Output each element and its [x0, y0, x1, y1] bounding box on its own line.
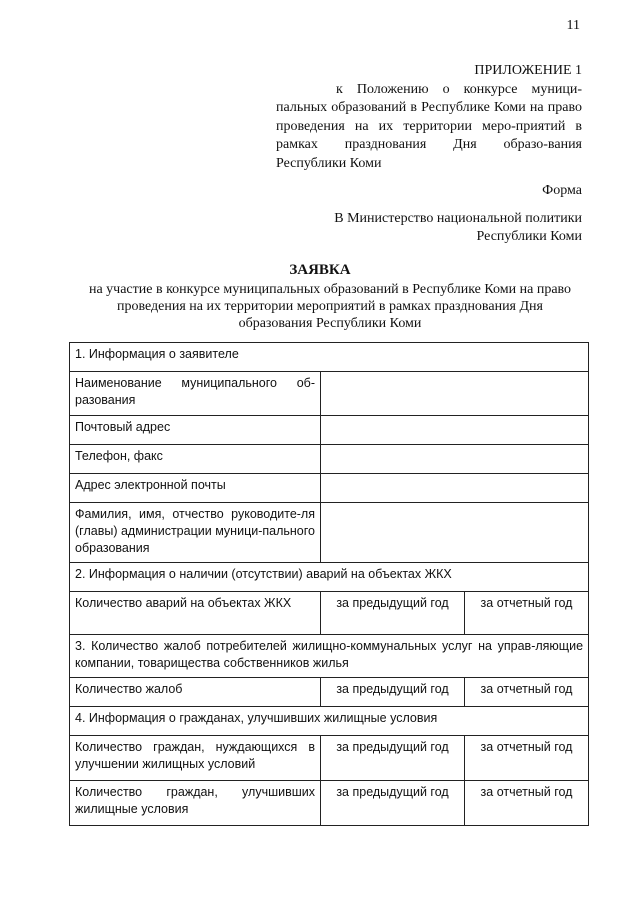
table-row — [70, 343, 589, 372]
appendix-text: к Положению о конкурсе муници-пальных образований в Республике Коми на право проведения на их территории меро-приятий в рамках празднования Дня образо-вания Республики Коми — [276, 81, 582, 171]
field-label-municipality-name: Наименование муниципального об-разования — [70, 372, 321, 416]
field-label-complaints: Количество жалоб — [70, 678, 321, 707]
table-row — [70, 416, 589, 445]
accidents-prev-year[interactable]: за предыдущий год — [321, 592, 465, 635]
table-row — [70, 781, 589, 826]
appendix-title: ПРИЛОЖЕНИЕ 1 — [474, 63, 582, 78]
application-form-table — [69, 342, 589, 826]
section-header-accidents: 2. Информация о наличии (отсутствии) аварий на объектах ЖКХ — [70, 563, 589, 592]
field-label-postal-address: Почтовый адрес — [70, 416, 321, 445]
field-value-postal-address[interactable] — [321, 416, 589, 445]
addressee-line-2: Республики Коми — [476, 229, 582, 244]
citizens-improved-prev-year[interactable]: за предыдущий год — [321, 781, 465, 826]
field-label-citizens-need: Количество граждан, нуждающихся в улучшении жилищных условий — [70, 736, 321, 781]
field-value-municipality-name[interactable] — [321, 372, 589, 416]
complaints-prev-year[interactable]: за предыдущий год — [321, 678, 465, 707]
field-label-head-name: Фамилия, имя, отчество руководите-ля (главы) администрации муници-пального образования — [70, 503, 321, 563]
table-row — [70, 678, 589, 707]
table-row — [70, 474, 589, 503]
table-row — [70, 736, 589, 781]
citizens-need-report-year[interactable]: за отчетный год — [465, 736, 589, 781]
section-header-applicant: 1. Информация о заявителе — [70, 343, 589, 372]
table-row — [70, 592, 589, 635]
complaints-report-year[interactable]: за отчетный год — [465, 678, 589, 707]
form-label: Форма — [542, 183, 582, 198]
field-label-email: Адрес электронной почты — [70, 474, 321, 503]
citizens-improved-report-year[interactable]: за отчетный год — [465, 781, 589, 826]
citizens-need-prev-year[interactable]: за предыдущий год — [321, 736, 465, 781]
section-header-citizens: 4. Информация о гражданах, улучшивших жилищные условия — [70, 707, 589, 736]
addressee-line-1: В Министерство национальной политики — [334, 211, 582, 226]
field-value-head-name[interactable] — [321, 503, 589, 563]
table-row — [70, 372, 589, 416]
table-row — [70, 503, 589, 563]
field-value-phone-fax[interactable] — [321, 445, 589, 474]
field-label-phone-fax: Телефон, факс — [70, 445, 321, 474]
table-row — [70, 563, 589, 592]
addressee — [292, 210, 582, 246]
field-label-citizens-improved: Количество граждан, улучшивших жилищные условия — [70, 781, 321, 826]
table-row — [70, 707, 589, 736]
field-label-accidents: Количество аварий на объектах ЖКХ — [70, 592, 321, 635]
table-row — [70, 635, 589, 678]
section-header-complaints: 3. Количество жалоб потребителей жилищно-коммунальных услуг на управ-ляющие компании, товарищества собственников жилья — [70, 635, 589, 678]
document-title: ЗАЯВКА — [289, 262, 351, 278]
accidents-report-year[interactable]: за отчетный год — [465, 592, 589, 635]
table-row — [70, 445, 589, 474]
field-value-email[interactable] — [321, 474, 589, 503]
page-number: 11 — [566, 18, 580, 33]
appendix-header — [276, 62, 582, 173]
document-subtitle: на участие в конкурсе муниципальных образований в Республике Коми на право проведения на их территории мероприятий в рамках празднования Дня образования Республики Коми — [88, 282, 572, 331]
